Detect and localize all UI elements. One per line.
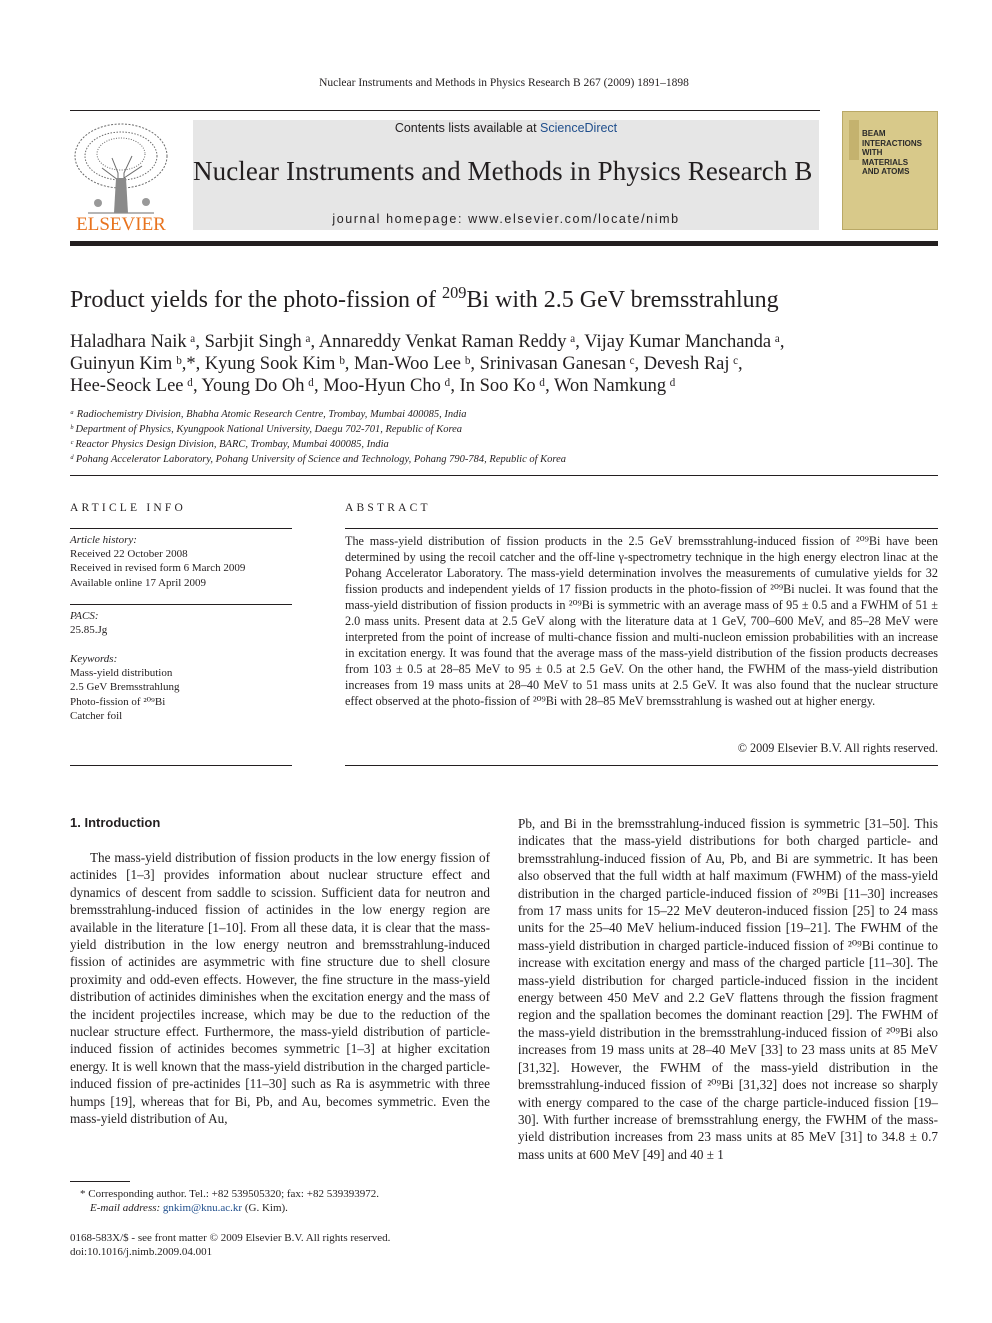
keyword: 2.5 GeV Bremsstrahlung (70, 681, 180, 694)
publisher-name: ELSEVIER (76, 214, 166, 233)
abstract-rule (345, 528, 938, 529)
affiliation: ᵇ Department of Physics, Kyungpook National University, Daegu 702-701, Republic of Korea (70, 424, 463, 435)
info-rule (70, 528, 292, 529)
tree-icon (68, 118, 174, 233)
copyright: © 2009 Elsevier B.V. All rights reserved. (737, 741, 938, 755)
title-part: Bi with 2.5 GeV bremsstrahlung (466, 287, 779, 313)
keyword: Photo-fission of ²⁰⁹Bi (70, 695, 166, 708)
email-label: E-mail address: (90, 1202, 161, 1214)
pacs-block (70, 609, 292, 637)
title-part: Product yields for the photo-fission of (70, 287, 442, 313)
affiliations (70, 407, 566, 467)
footnote (80, 1187, 500, 1215)
keywords-block (70, 652, 292, 723)
header-rule (70, 110, 820, 111)
history-item: Received 22 October 2008 (70, 548, 188, 561)
abstract-text: The mass-yield distribution of fission products in the 2.5 GeV bremsstrahlung-induced fission of ²⁰⁹Bi have been determined by using the recoil catcher and the off-line γ-spectrometry technique in the high energy electron linac at the Pohang Accelerator Laboratory. The mass-yield determination involves the measurements of cumulative yields for 32 fission products and independent yields of 17 fission products in the photo-fission of ²⁰⁹Bi nuclei. It was found that the mass-yield distribution of fission products in ²⁰⁹Bi is symmetric with an average mass of 95 ± 0.5 and a FWHM of 51 ± 2.0 mass units. Present data at 2.5 GeV along with the literature data at 1 GeV, 700–600 MeV, and 85–28 MeV were interpreted from the point of increase of multi-chance fission and multi-nucleon emission probabilities with an increase in excitation energy. It was found that the average mass of the mass-yield distribution of the fission products decreases from 103 ± 0.5 at 28–85 MeV to 95 ± 0.5 at 2.5 GeV. On the other hand, the FWHM of the mass-yield distribution increases from 19 mass units at 28–40 MeV to 51 mass units at 2.5 GeV. It was also found that the nuclear structure effect observed at the photo-fission of ²⁰⁹Bi with 28–85 MeV bremsstrahlung is washed out at higher energy. (345, 534, 938, 708)
pacs-label: PACS: (70, 610, 99, 622)
email-suffix: (G. Kim). (244, 1202, 288, 1214)
journal-homepage[interactable]: journal homepage: www.elsevier.com/locate/nimb (332, 212, 680, 226)
history-item: Available online 17 April 2009 (70, 576, 207, 589)
article-title (70, 283, 779, 314)
affiliation-rule (70, 475, 938, 476)
journal-cover[interactable] (842, 111, 938, 230)
section-heading: 1. Introduction (70, 815, 161, 830)
info-rule (70, 765, 292, 766)
intro-left-column: The mass-yield distribution of fission products in the low energy fission of actinides [1–3] provides information about nuclear structure effect and dynamics of descent from saddle to scission. Sufficient data for neutron and bremsstrahlung-induced fission of actinides in the low energy region are available in the literature [1–10]. From all these data, it is clear that the mass-yield distribution in the low energy neutron and bremsstrahlung-induced fission of actinides are asymmetric with fine structure due to shell closure proximity and odd-even effects. However, the fine structure in the mass-yield distribution of actinides diminishes when the excitation energy and the mass of the incident projectiles increase, which may be due to the reduction of the nuclear structure effect. Furthermore, the mass-yield distribution of particle-induced fission of actinides becomes symmetric [1–3] at higher excitation energy. It is well known that the mass-yield distribution in the charged particle-induced fission of pre-actinides [11–30] such as Ra is asymmetric with three humps [19], whereas that for Bi, Pb, and Au, becomes symmetric. Even the mass-yield distribution of Au, (70, 850, 490, 1127)
sciencedirect-link[interactable]: ScienceDirect (540, 121, 618, 135)
journal-title: Nuclear Instruments and Methods in Physics Research B (193, 156, 813, 186)
cover-pattern-icon (849, 120, 859, 160)
title-superscript: 209 (441, 283, 467, 302)
banner-rule (70, 241, 938, 246)
keyword: Catcher foil (70, 709, 123, 722)
elsevier-logo[interactable] (68, 118, 174, 233)
running-head: Nuclear Instruments and Methods in Physics Research B 267 (2009) 1891–1898 (319, 77, 689, 89)
footnote-rule (70, 1181, 130, 1182)
contents-prefix: Contents lists available at (394, 121, 537, 135)
cover-line: BEAM (862, 129, 886, 138)
author-line: Guinyun Kim ᵇ,*, Kyung Sook Kim ᵇ, Man-Woo Lee ᵇ, Srinivasan Ganesan ᶜ, Devesh Raj ᶜ, (70, 354, 743, 374)
history-label: Article history: (70, 534, 137, 546)
issn-line: 0168-583X/$ - see front matter © 2009 Elsevier B.V. All rights reserved. (70, 1232, 391, 1244)
cover-line: AND ATOMS (862, 167, 910, 176)
article-info-heading: ARTICLE INFO (70, 502, 186, 514)
doi-line[interactable]: doi:10.1016/j.nimb.2009.04.001 (70, 1246, 213, 1258)
article-history (70, 533, 292, 590)
author-list (70, 331, 930, 397)
keyword: Mass-yield distribution (70, 667, 173, 680)
cover-line: MATERIALS (862, 157, 909, 167)
page-footer (70, 1231, 570, 1259)
pacs-code: 25.85.Jg (70, 624, 108, 637)
cover-line: INTERACTIONS (862, 138, 922, 148)
cover-text (862, 129, 922, 177)
affiliation: ᵈ Pohang Accelerator Laboratory, Pohang University of Science and Technology, Pohang 790-784, Republic of Korea (70, 454, 567, 465)
email-link[interactable]: gnkim@knu.ac.kr (162, 1202, 243, 1214)
history-item: Received in revised form 6 March 2009 (70, 562, 246, 575)
keywords-label: Keywords: (70, 653, 118, 665)
affiliation: ᵃ Radiochemistry Division, Bhabha Atomic Research Centre, Trombay, Mumbai 400085, India (70, 409, 467, 420)
cover-line: WITH (862, 148, 883, 157)
intro-right-column: Pb, and Bi in the bremsstrahlung-induced fission is symmetric [31–50]. This indicates that the mass-yield distributions for both charged particle- and bremsstrahlung-induced fission of Au, Pb, and Bi are symmetric. It has been also observed that the full width at half maximum (FWHM) of the mass-yield distribution in the charged particle-induced fission of ²⁰⁹Bi [11–30] increases from 17 mass units for 15–22 MeV deuteron-induced fission [25] to 24 mass units for the 25–40 MeV helium-induced fission [19–21]. The FWHM of the mass-yield distribution in charged particle-induced fission of ²⁰⁹Bi continue to increase with excitation energy and mass of the charged particle [11–30]. The mass-yield distribution for charged particle-induced fission in the incident energy between 450 MeV and 2.2 GeV flattens through the fission fragment region and the spallation becomes the dominant reaction [29]. The FWHM of the mass-yield distribution in the bremsstrahlung-induced fission of ²⁰⁹Bi also increases from 19 mass units at 28–40 MeV [33] to 23 mass units at 85 MeV [31,32]. However, the FWHM of the mass-yield distribution in the bremsstrahlung-induced fission of ²⁰⁹Bi [31,32] does not increase so sharply with energy compared to the case of the charge particle-induced fission [19–30]. With further increase of bremsstrahlung energy, the FWHM of the mass-yield distribution increases from 23 mass units at 85 MeV [31] to 34.8 ± 0.7 mass units at 600 MeV [49] and 40 ± 1 (518, 816, 938, 1162)
corresponding-author: * Corresponding author. Tel.: +82 539505320; fax: +82 539393972. (80, 1188, 379, 1200)
author-line: Haladhara Naik ᵃ, Sarbjit Singh ᵃ, Annareddy Venkat Raman Reddy ᵃ, Vijay Kumar Manchanda ᵃ, (70, 332, 785, 352)
contents-line (193, 121, 819, 135)
affiliation: ᶜ Reactor Physics Design Division, BARC, Trombay, Mumbai 400085, India (70, 439, 389, 450)
abstract-rule (345, 765, 938, 766)
abstract-heading: ABSTRACT (345, 502, 431, 514)
info-rule (70, 604, 292, 605)
author-line: Hee-Seock Lee ᵈ, Young Do Oh ᵈ, Moo-Hyun Cho ᵈ, In Soo Ko ᵈ, Won Namkung ᵈ (70, 376, 676, 396)
